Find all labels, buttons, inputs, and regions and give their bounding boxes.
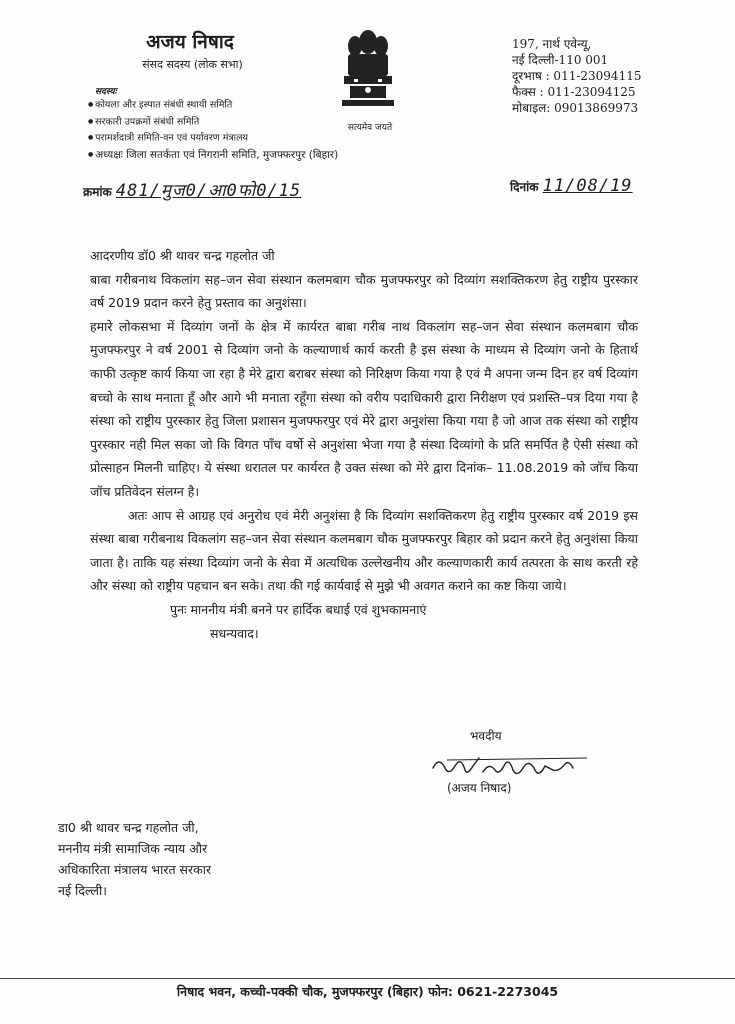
address-line: 197, नार्थ एवेन्यू, xyxy=(512,37,592,51)
mobile-line: मोबाइल: 09013869973 xyxy=(512,101,639,115)
paragraph-2: अतः आप से आग्रह एवं अनुरोध एवं मेरी अनुशंसा है कि दिव्यांग सशक्तिकरण हेतु राष्ट्रीय पुरस्कार वर्ष 2019 इस संस्था बाबा गरीबनाथ विकलांग सह–जन सेवा संस्थान कलमबाग चौक मुजफ्फरपुर बिहार को प्रदान करने हेतु अनुशंसा किया जाता है। ताकि यह संस्था दिव्यांग जनो के सेवा में अत्यधिक उल्लेखनीय और कल्याणकारी कार्य तत्परता के साथ करती रहे और संस्था को राष्ट्रीय पहचान बन सके। तथा की गई कार्यवाई से मुझे भी अवगत कराने का कष्ट किया जाये। xyxy=(90,507,638,594)
recipient-line: नई दिल्ली। xyxy=(58,883,108,898)
reference-label: क्रमांक xyxy=(83,185,112,199)
membership-list xyxy=(88,97,338,163)
recipient-line: डा0 श्री थावर चन्द्र गहलोत जी, xyxy=(58,820,199,835)
footer-address: निषाद भवन, कच्ची-पक्की चौक, मुजफ्फरपुर (बिहार) फोन: 0621-2273045 xyxy=(176,984,559,999)
reference-value: 481/मुज0/आ0फो0/15 xyxy=(115,181,302,201)
reference-number xyxy=(83,178,301,201)
letter-body xyxy=(90,244,638,645)
closing: भवदीय xyxy=(470,729,502,743)
salutation: आदरणीय डॉ0 श्री थावर चन्द्र गहलोत जी xyxy=(90,248,275,263)
mp-designation: संसद सदस्य (लोक सभा) xyxy=(142,58,243,71)
mp-name: अजय निषाद xyxy=(146,31,234,53)
date-value: 11/08/19 xyxy=(542,176,633,196)
thanks: सधन्यवाद। xyxy=(210,625,259,641)
membership-item: ● अध्यक्षः जिला सतर्कता एवं निगरानी समिति, मुजफ्फरपुर (बिहार) xyxy=(88,147,338,163)
letter-date xyxy=(510,176,633,196)
membership-item: ● परामर्शदात्री समिति-वन एवं पर्यावरण मंत्रालय xyxy=(88,130,338,147)
address-block xyxy=(512,36,641,116)
membership-item: ● कोयला और इस्पात संबंधी स्थायी समिति xyxy=(88,97,338,114)
greeting: पुनः माननीय मंत्री बनने पर हार्दिक बधाई एवं शुभकामनाएं xyxy=(170,601,427,617)
address-line: नई दिल्ली-110 001 xyxy=(512,53,609,67)
membership-item: ● सरकारी उपक्रमों संबंधी समिति xyxy=(88,114,338,131)
recipient-address xyxy=(58,817,211,901)
signatory-name: (अजय निषाद) xyxy=(447,781,512,795)
membership-heading: सदस्यः xyxy=(95,87,117,97)
date-label: दिनांक xyxy=(510,180,539,194)
national-emblem-icon xyxy=(338,24,398,114)
emblem-motto: सत्यमेव जयते xyxy=(347,123,393,133)
recipient-line: मननीय मंत्री सामाजिक न्याय और xyxy=(58,841,208,856)
fax-line: फैक्स : 011-23094125 xyxy=(512,85,636,99)
recipient-line: अधिकारिता मंत्रालय भारत सरकार xyxy=(58,862,212,877)
footer-divider xyxy=(0,978,735,979)
subject-line: बाबा गरीबनाथ विकलांग सह–जन सेवा संस्थान कलमबाग चौक मुजफ्फरपुर को दिव्यांग सशक्तिकरण हेतु राष्ट्रीय पुरस्कार वर्ष 2019 प्रदान करने हेतु प्रस्ताव का अनुशंसा। xyxy=(90,271,638,311)
phone-line: दूरभाष : 011-23094115 xyxy=(512,69,642,83)
paragraph-1: हमारे लोकसभा में दिव्यांग जनों के क्षेत्र में कार्यरत बाबा गरीब नाथ विकलांग सह–जन सेवा संस्थान कलमबाग चौक मुजफ्फरपुर ने वर्ष 2001 से दिव्यांग जनो के कल्याणार्थ कार्य करती है इस संस्था के माध्यम से दिव्यांग जनो के हितार्थ काफी उत्कृष्ट कार्य किया जा रहा है मेरे द्वारा बराबर संस्था को निरिक्षण किया गया है एवं मै अपना जन्म दिन हर वर्ष दिव्यांग बच्चो के साथ मनाता हूँ और आगे भी मनाता रहूँगा संस्था को वरीय पदाधिकारी द्वारा निरीक्षण एवं प्रशस्ति–पत्र दिया गया है संस्था को राष्ट्रीय पुरस्कार हेतु जिला प्रशासन मुजफ्फरपुर एवं मेरे द्वारा अनुशंसा किया गया है जो आज तक संस्था को राष्ट्रीय पुरस्कार नही मिल सका जो कि विगत पाँच वर्षो से अनुशंसा भेजा गया है संस्था दिव्यांगो के प्रति समर्पित है ऐसी संस्था को प्रोत्साहन मिलनी चाहिए। ये संस्था धरातल पर कार्यरत है उक्त संस्था को मेरे द्वारा दिनांक– 11.08.2019 को जॉच किया जॉच प्रतिवेदन संलग्न है। xyxy=(90,318,638,499)
